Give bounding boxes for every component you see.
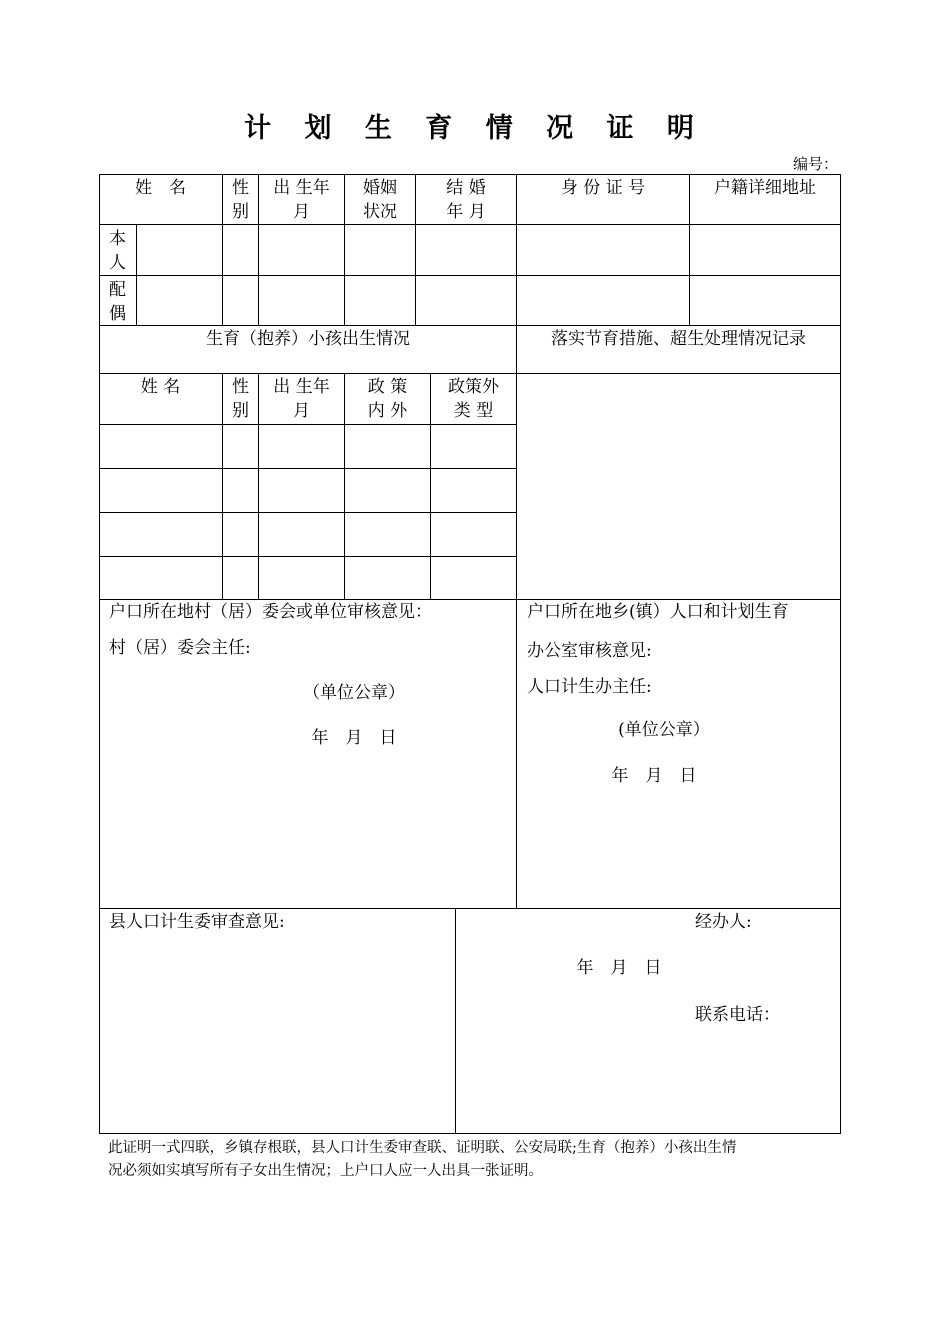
footnote <box>108 1137 843 1183</box>
county-review-label: 县人口计生委审查意见: <box>109 912 285 932</box>
rule <box>99 512 517 513</box>
village-seal: （单位公章） <box>303 683 405 703</box>
serial-number-label: 编号： <box>792 155 838 173</box>
children-section-title: 生育（抱养）小孩出生情况 <box>206 329 410 349</box>
border-bottom <box>99 1133 841 1134</box>
township-seal: (单位公章） <box>618 720 710 740</box>
child-header-type: 政策外 类 型 <box>448 377 499 421</box>
footnote-line-2: 况必须如实填写所有子女出生情况；上户口人应一人出具一张证明。 <box>108 1163 543 1179</box>
village-review-label: 户口所在地村（居）委会或单位审核意见： <box>109 602 432 622</box>
header-marital-status: 婚姻 状况 <box>363 178 397 222</box>
child-header-birth: 出 生年 月 <box>273 377 330 421</box>
child-header-policy: 政 策 内 外 <box>367 377 408 421</box>
record-area[interactable] <box>517 374 840 599</box>
handler-label: 经办人: <box>695 912 752 932</box>
record-section-title: 落实节育措施、超生处理情况记录 <box>551 329 806 349</box>
header-address: 户籍详细地址 <box>714 178 816 198</box>
rule <box>99 908 841 909</box>
phone-label: 联系电话： <box>695 1005 780 1025</box>
self-name-field[interactable] <box>137 225 222 275</box>
header-id-number: 身 份 证 号 <box>560 178 646 198</box>
rule <box>455 908 456 1134</box>
village-date: 年 月 日 <box>311 728 397 748</box>
rule <box>99 424 517 425</box>
spouse-name-field[interactable] <box>137 276 222 325</box>
footnote-line-1: 此证明一式四联，乡镇存根联，县人口计生委审查联、证明联、公安局联;生育（抱养）小孩出生情 <box>108 1140 737 1156</box>
rule <box>99 468 517 469</box>
child-header-name: 姓 名 <box>140 377 181 397</box>
border-top <box>99 174 841 175</box>
township-review-label-1: 户口所在地乡(镇）人口和计划生育 <box>527 602 789 622</box>
border-right <box>840 174 841 1134</box>
header-birth: 出 生年 月 <box>273 178 330 222</box>
document-title: 计 划 生 育 情 况 证 明 <box>244 113 706 144</box>
handler-date: 年 月 日 <box>576 958 662 978</box>
child-header-sex: 性 别 <box>232 377 249 421</box>
village-director-label: 村（居）委会主任: <box>109 638 251 658</box>
rule <box>99 556 517 557</box>
header-name: 姓 名 <box>135 178 186 198</box>
header-marriage-date: 结 婚 年 月 <box>446 178 486 222</box>
row-label-self: 本 人 <box>109 229 126 273</box>
township-director-label: 人口计生办主任: <box>527 677 652 697</box>
row-label-spouse: 配 偶 <box>109 280 126 324</box>
rule <box>99 325 841 326</box>
header-sex: 性 别 <box>232 178 249 222</box>
township-date: 年 月 日 <box>611 766 697 786</box>
certificate-form <box>99 174 841 1134</box>
township-review-label-2: 办公室审核意见: <box>527 641 652 661</box>
